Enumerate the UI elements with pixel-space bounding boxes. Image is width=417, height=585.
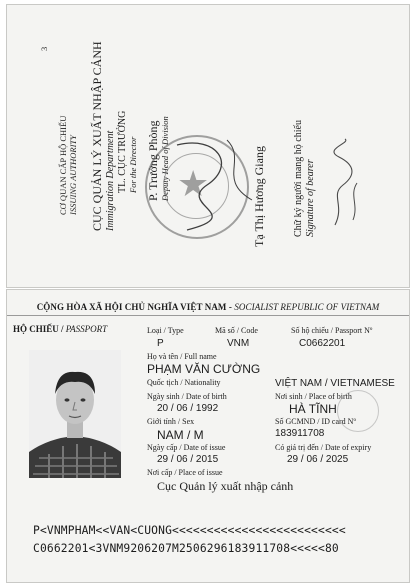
date-of-issue-value: 29 / 06 / 2015 <box>157 454 219 465</box>
id-card-value: 183911708 <box>275 428 325 439</box>
country-banner: CỘNG HÒA XÃ HỘI CHỦ NGHĨA VIỆT NAM - SOCIALIST REPUBLIC OF VIETNAM <box>7 302 409 316</box>
passport-number-value: C0662201 <box>299 338 346 349</box>
bearer-signature <box>325 135 365 235</box>
place-of-birth-label: Nơi sinh / Place of birth <box>275 392 352 401</box>
bearer-signature-label: Chữ ký người mang hộ chiếu Signature of bearer <box>293 120 316 237</box>
observations-page <box>6 4 410 288</box>
deputy-head-line: P. Trưởng Phòng Deputy Head of Division <box>146 116 170 201</box>
officer-signature <box>157 125 267 245</box>
sex-value: NAM / M <box>157 428 204 442</box>
sex-label: Giới tính / Sex <box>147 417 195 426</box>
place-of-issue-value: Cục Quản lý xuất nhập cảnh <box>157 479 294 493</box>
date-of-expiry-value: 29 / 06 / 2025 <box>287 454 349 465</box>
nationality-value: VIỆT NAM / VIETNAMESE <box>275 378 395 389</box>
holographic-emblem <box>337 390 379 432</box>
page-number: 3 <box>39 46 49 51</box>
id-card-label: Số GCMND / ID card Nº <box>275 417 356 426</box>
seal-star-icon: ★ <box>177 164 210 204</box>
officer-name: Tạ Thị Hương Giang <box>252 146 266 247</box>
document-title: HỘ CHIẾU / PASSPORT <box>13 324 108 334</box>
nationality-label: Quốc tịch / Nationality <box>147 378 221 387</box>
code-label: Mã số / Code <box>215 326 258 335</box>
holder-photo <box>29 350 121 478</box>
date-of-expiry-label: Có giá trị đến / Date of expiry <box>275 443 372 452</box>
data-page <box>6 289 410 583</box>
mrz-line-2: C0662201<3VNM9206207M2506296183911708<<<<<80 <box>33 542 339 555</box>
full-name-value: PHẠM VĂN CƯỜNG <box>147 362 261 376</box>
type-label: Loại / Type <box>147 326 184 335</box>
date-of-birth-label: Ngày sinh / Date of birth <box>147 392 227 401</box>
issuing-authority-label: CƠ QUAN CẤP HỘ CHIẾU ISSUING AUTHORITY <box>58 115 78 215</box>
mrz-line-1: P<VNMPHAM<<VAN<CUONG<<<<<<<<<<<<<<<<<<<<<<<<< <box>33 524 346 537</box>
place-of-issue-label: Nơi cấp / Place of issue <box>147 468 223 477</box>
full-name-label: Họ và tên / Full name <box>147 352 217 361</box>
passport-number-label: Số hộ chiếu / Passport Nº <box>291 326 373 335</box>
code-value: VNM <box>227 338 250 349</box>
director-line: TL. CỤC TRƯỞNG For the Director <box>117 110 138 193</box>
date-of-birth-value: 20 / 06 / 1992 <box>157 403 219 414</box>
place-of-birth-value: HÀ TĨNH <box>289 402 337 416</box>
issuing-authority-name: CỤC QUẢN LÝ XUẤT NHẬP CẢNH Immigration Department <box>90 41 116 231</box>
date-of-issue-label: Ngày cấp / Date of issue <box>147 443 226 452</box>
type-value: P <box>157 338 164 349</box>
